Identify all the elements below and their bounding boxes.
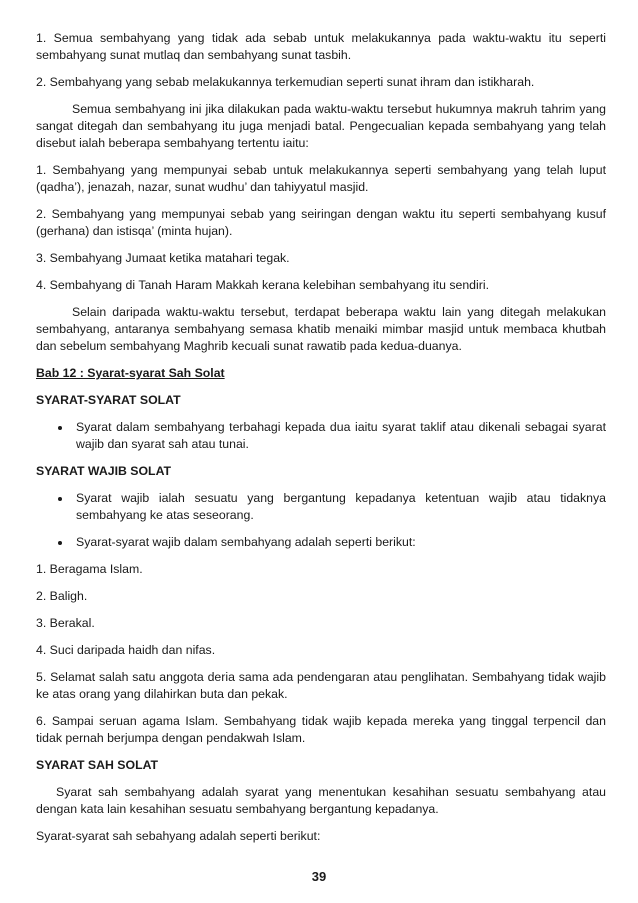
bullet-text: Syarat dalam sembahyang terbahagi kepada dua iaitu syarat taklif atau dikenali sebagai syarat wajib dan syarat sah atau tunai. <box>76 420 606 451</box>
bullet-item <box>36 490 606 524</box>
paragraph-makruh: Semua sembahyang ini jika dilakukan pada waktu-waktu tersebut hukumnya makruh tahrim yang sangat ditegah dan sembahyang itu juga menjadi batal. Pengecualian kepada sembahyang yang telah disebut ialah beberapa sembahyang tertentu iaitu: <box>36 102 606 150</box>
wajib-item-5: 5. Selamat salah satu anggota deria sama ada pendengaran atau penglihatan. Sembahyang tidak wajib ke atas orang yang dilahirkan buta dan pekak. <box>36 670 606 701</box>
wajib-item-3: 3. Berakal. <box>36 616 95 630</box>
bullet-item <box>36 534 606 551</box>
section-heading-syarat: SYARAT-SYARAT SOLAT <box>36 393 181 407</box>
bullet-text: Syarat-syarat wajib dalam sembahyang adalah seperti berikut: <box>76 535 416 549</box>
document-page <box>36 30 606 855</box>
bullet-icon <box>58 541 62 545</box>
bullet-text: Syarat wajib ialah sesuatu yang bergantung kepadanya ketentuan wajib atau tidaknya sembahyang ke atas seseorang. <box>76 491 606 522</box>
exception-item-3: 3. Sembahyang Jumaat ketika matahari tegak. <box>36 251 290 265</box>
wajib-item-1: 1. Beragama Islam. <box>36 562 143 576</box>
section-heading-wajib: SYARAT WAJIB SOLAT <box>36 464 172 478</box>
wajib-item-6: 6. Sampai seruan agama Islam. Sembahyang tidak wajib kepada mereka yang tinggal terpencil dan tidak pernah berjumpa dengan pendakwah Islam. <box>36 714 606 745</box>
sah-intro: Syarat sah sembahyang adalah syarat yang menentukan kesahihan sesuatu sembahyang atau dengan kata lain kesahihan sesuatu sembahyang bergantung kepadanya. <box>36 785 606 816</box>
bullet-item <box>36 419 606 453</box>
page-number: 39 <box>311 869 327 884</box>
exception-item-4: 4. Sembahyang di Tanah Haram Makkah kerana kelebihan sembahyang itu sendiri. <box>36 278 489 292</box>
section-heading-sah: SYARAT SAH SOLAT <box>36 758 159 772</box>
wajib-item-4: 4. Suci daripada haidh dan nifas. <box>36 643 216 657</box>
paragraph-item-1: 1. Semua sembahyang yang tidak ada sebab untuk melakukannya pada waktu-waktu itu seperti sembahyang sunat mutlaq dan sembahyang sunat tasbih. <box>36 31 606 62</box>
chapter-title: Bab 12 : Syarat-syarat Sah Solat <box>36 366 225 380</box>
bullet-icon <box>58 426 62 430</box>
paragraph-item-2: 2. Sembahyang yang sebab melakukannya terkemudian seperti sunat ihram dan istikharah. <box>36 75 535 89</box>
paragraph-selain: Selain daripada waktu-waktu tersebut, terdapat beberapa waktu lain yang ditegah melakukan sembahyang, antaranya sembahyang semasa khatib menaiki mimbar masjid untuk membaca khutbah dan sebelum sembahyang Maghrib kecuali sunat rawatib pada kedua-duanya. <box>36 305 606 353</box>
exception-item-1: 1. Sembahyang yang mempunyai sebab untuk melakukannya seperti sembahyang yang telah luput (qadha’), jenazah, nazar, sunat wudhu’ dan tahiyyatul masjid. <box>36 163 606 194</box>
sah-lead: Syarat-syarat sah sebahyang adalah seperti berikut: <box>36 829 321 843</box>
wajib-item-2: 2. Baligh. <box>36 589 88 603</box>
exception-item-2: 2. Sembahyang yang mempunyai sebab yang seiringan dengan waktu itu seperti sembahyang kusuf (gerhana) dan istisqa’ (minta hujan). <box>36 207 606 238</box>
bullet-icon <box>58 497 62 501</box>
